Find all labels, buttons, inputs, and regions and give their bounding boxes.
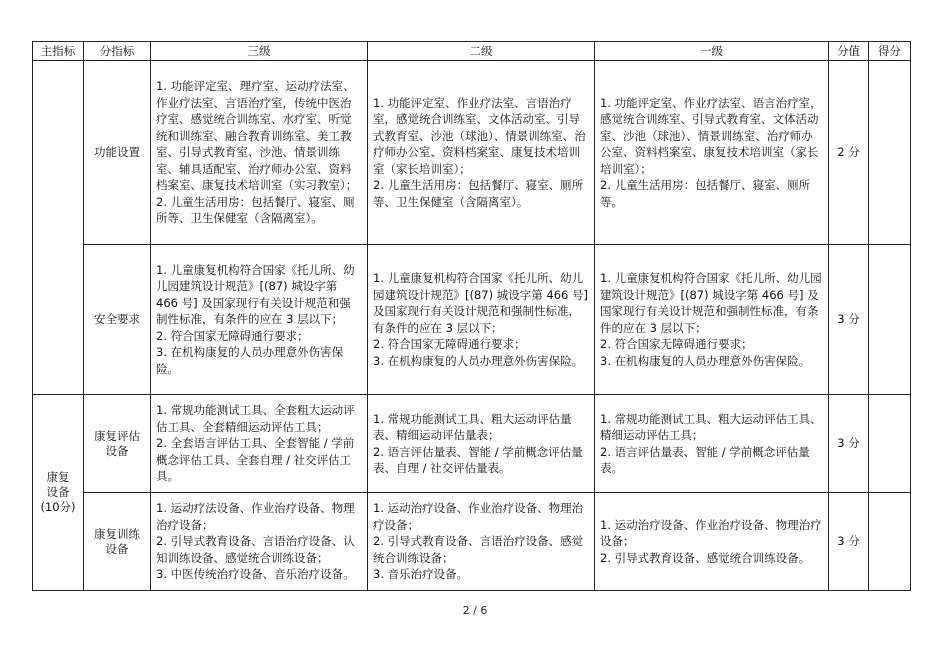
- level2-item: 1. 功能评定室、作业疗法室、言语治疗室，感觉统合训练室、文体活动室、引导式教育室、沙池（球池）、情景训练室、治疗师办公室、资料档案室、康复技术培训室（家长培训室）；: [373, 95, 586, 176]
- sub-indicator-text: 康复评估: [94, 428, 140, 443]
- score-cell: 3 分: [829, 245, 869, 395]
- level3-item: 1. 儿童康复机构符合国家《托儿所、幼儿园建筑设计规范》[(87) 城设字第 466 号] 及国家现行有关设计规范和强制性标准，有条件的应在 3 层以下；: [156, 262, 355, 327]
- score-cell: 2 分: [829, 61, 869, 245]
- level3-item: 3. 中医传统治疗设备、音乐治疗设备。: [156, 567, 355, 582]
- main-indicator-blank: [33, 61, 84, 395]
- main-indicator-text: 设备: [46, 485, 70, 499]
- level3-item: 2. 全套语言评估工具、全套智能 / 学前概念评估工具、全套自理 / 社交评估工具。: [156, 436, 355, 484]
- level2-cell: [368, 245, 595, 395]
- sub-indicator: [84, 61, 151, 245]
- table-row: [33, 493, 911, 591]
- sub-indicator-text: 功能设置: [94, 145, 140, 159]
- sub-indicator-text: 设备: [105, 443, 129, 458]
- level3-item: 2. 儿童生活用房：包括餐厅、寝室、厕所等、卫生保健室（含隔离室）。: [156, 194, 355, 226]
- header-main-indicator: 主指标: [33, 42, 84, 61]
- level3-cell: [151, 493, 368, 591]
- score-cell: 3 分: [829, 395, 869, 493]
- level1-item: 3. 在机构康复的人员办理意外伤害保险。: [600, 353, 811, 368]
- standards-table: [32, 41, 911, 591]
- header-row: [33, 42, 911, 61]
- level3-cell: [151, 245, 368, 395]
- earned-score-cell: [869, 61, 911, 245]
- score-cell: 3 分: [829, 493, 869, 591]
- level2-item: 2. 语言评估量表、智能 / 学前概念评估量表、自理 / 社交评估量表。: [373, 444, 583, 475]
- header-earned: 得分: [869, 42, 911, 61]
- level3-item: 1. 常规功能测试工具、全套粗大运动评估工具、全套精细运动评估工具；: [156, 403, 355, 434]
- header-level-3: 三级: [151, 42, 368, 61]
- sub-indicator: [84, 245, 151, 395]
- level3-item: 2. 符合国家无障碍通行要求；: [156, 328, 309, 343]
- level3-item: 1. 运动疗法设备、作业治疗设备、物理治疗设备；: [156, 501, 355, 532]
- sub-indicator: [84, 493, 151, 591]
- level2-item: 1. 运动治疗设备、作业治疗设备、物理治疗设备；: [373, 501, 584, 532]
- level1-item: 1. 常规功能测试工具、粗大运动评估工具、精细运动评估工具；: [600, 411, 822, 442]
- sub-indicator: [84, 395, 151, 493]
- level2-cell: [368, 61, 595, 245]
- level1-item: 1. 功能评定室、作业疗法室、语言治疗室，感觉统合训练室、引导式教育室、文体活动室、沙池（球池）、情景训练室、治疗师办公室、资料档案室、康复技术培训室（家长培训室）；: [600, 95, 822, 176]
- level3-item: 2. 引导式教育设备、言语治疗设备、认知训练设备、感觉统合训练设备；: [156, 534, 355, 565]
- page-number: 2 / 6: [462, 604, 488, 617]
- level1-item: 2. 儿童生活用房：包括餐厅、寝室、厕所等。: [600, 178, 811, 209]
- earned-score-cell: [869, 245, 911, 395]
- level2-item: 2. 符合国家无障碍通行要求；: [373, 337, 526, 351]
- level2-item: 1. 儿童康复机构符合国家《托儿所、幼儿园建筑设计规范》[(87) 城设字第 466 号] 及国家现行有关设计规范和强制性标准，有条件的应在 3 层以下；: [373, 271, 588, 335]
- earned-score-cell: [869, 493, 911, 591]
- level1-cell: [595, 493, 829, 591]
- level2-cell: [368, 493, 595, 591]
- header-sub-indicator: 分指标: [84, 42, 151, 61]
- level1-item: 1. 儿童康复机构符合国家《托儿所、幼儿园建筑设计规范》[(87) 城设字第 466 号] 及国家现行有关设计规范和强制性标准，有条件的应在 3 层以下；: [600, 271, 822, 335]
- main-indicator-points: (10分): [40, 500, 76, 514]
- header-level-2: 二级: [368, 42, 595, 61]
- main-indicator-text: 康复: [46, 470, 70, 484]
- level1-item: 2. 语言评估量表、智能 / 学前概念评估量表。: [600, 444, 810, 475]
- table-row: [33, 61, 911, 245]
- sub-indicator-text: 康复训练: [94, 526, 140, 541]
- level1-cell: [595, 245, 829, 395]
- earned-score-cell: [869, 395, 911, 493]
- level2-cell: [368, 395, 595, 493]
- main-indicator: [33, 395, 84, 591]
- level2-item: 2. 引导式教育设备、言语治疗设备、感觉统合训练设备；: [373, 534, 584, 565]
- level3-cell: [151, 395, 368, 493]
- level1-cell: [595, 395, 829, 493]
- level2-item: 3. 在机构康复的人员办理意外伤害保险。: [373, 353, 584, 368]
- table-row: [33, 395, 911, 493]
- level2-item: 1. 常规功能测试工具、粗大运动评估量表、精细运动评估量表；: [373, 411, 572, 442]
- header-score: 分值: [829, 42, 869, 61]
- level3-cell: [151, 61, 368, 245]
- level1-item: 2. 引导式教育设备、感觉统合训练设备。: [600, 550, 811, 565]
- table-row: [33, 245, 911, 395]
- level2-item: 2. 儿童生活用房：包括餐厅、寝室、厕所等、卫生保健室（含隔离室）。: [373, 178, 584, 209]
- sub-indicator-text: 安全要求: [94, 312, 140, 326]
- level2-item: 3. 音乐治疗设备。: [373, 567, 469, 582]
- level3-item: 3. 在机构康复的人员办理意外伤害保险。: [156, 345, 344, 376]
- level1-item: 2. 符合国家无障碍通行要求；: [600, 337, 753, 351]
- level3-item: 1. 功能评定室、理疗室、运动疗法室、作业疗法室、言语治疗室，传统中医治疗室、感觉统合训练室、水疗室、听觉统和训练室、融合教育训练室、美工教室、引导式教育室、沙池、情景训练室、辅具适配室、治疗师办公室、资料档案室、康复技术培训室（实习教室）；: [156, 79, 358, 193]
- level1-item: 1. 运动治疗设备、作业治疗设备、物理治疗设备；: [600, 517, 822, 549]
- level1-cell: [595, 61, 829, 245]
- sub-indicator-text: 设备: [105, 541, 129, 556]
- header-level-1: 一级: [595, 42, 829, 61]
